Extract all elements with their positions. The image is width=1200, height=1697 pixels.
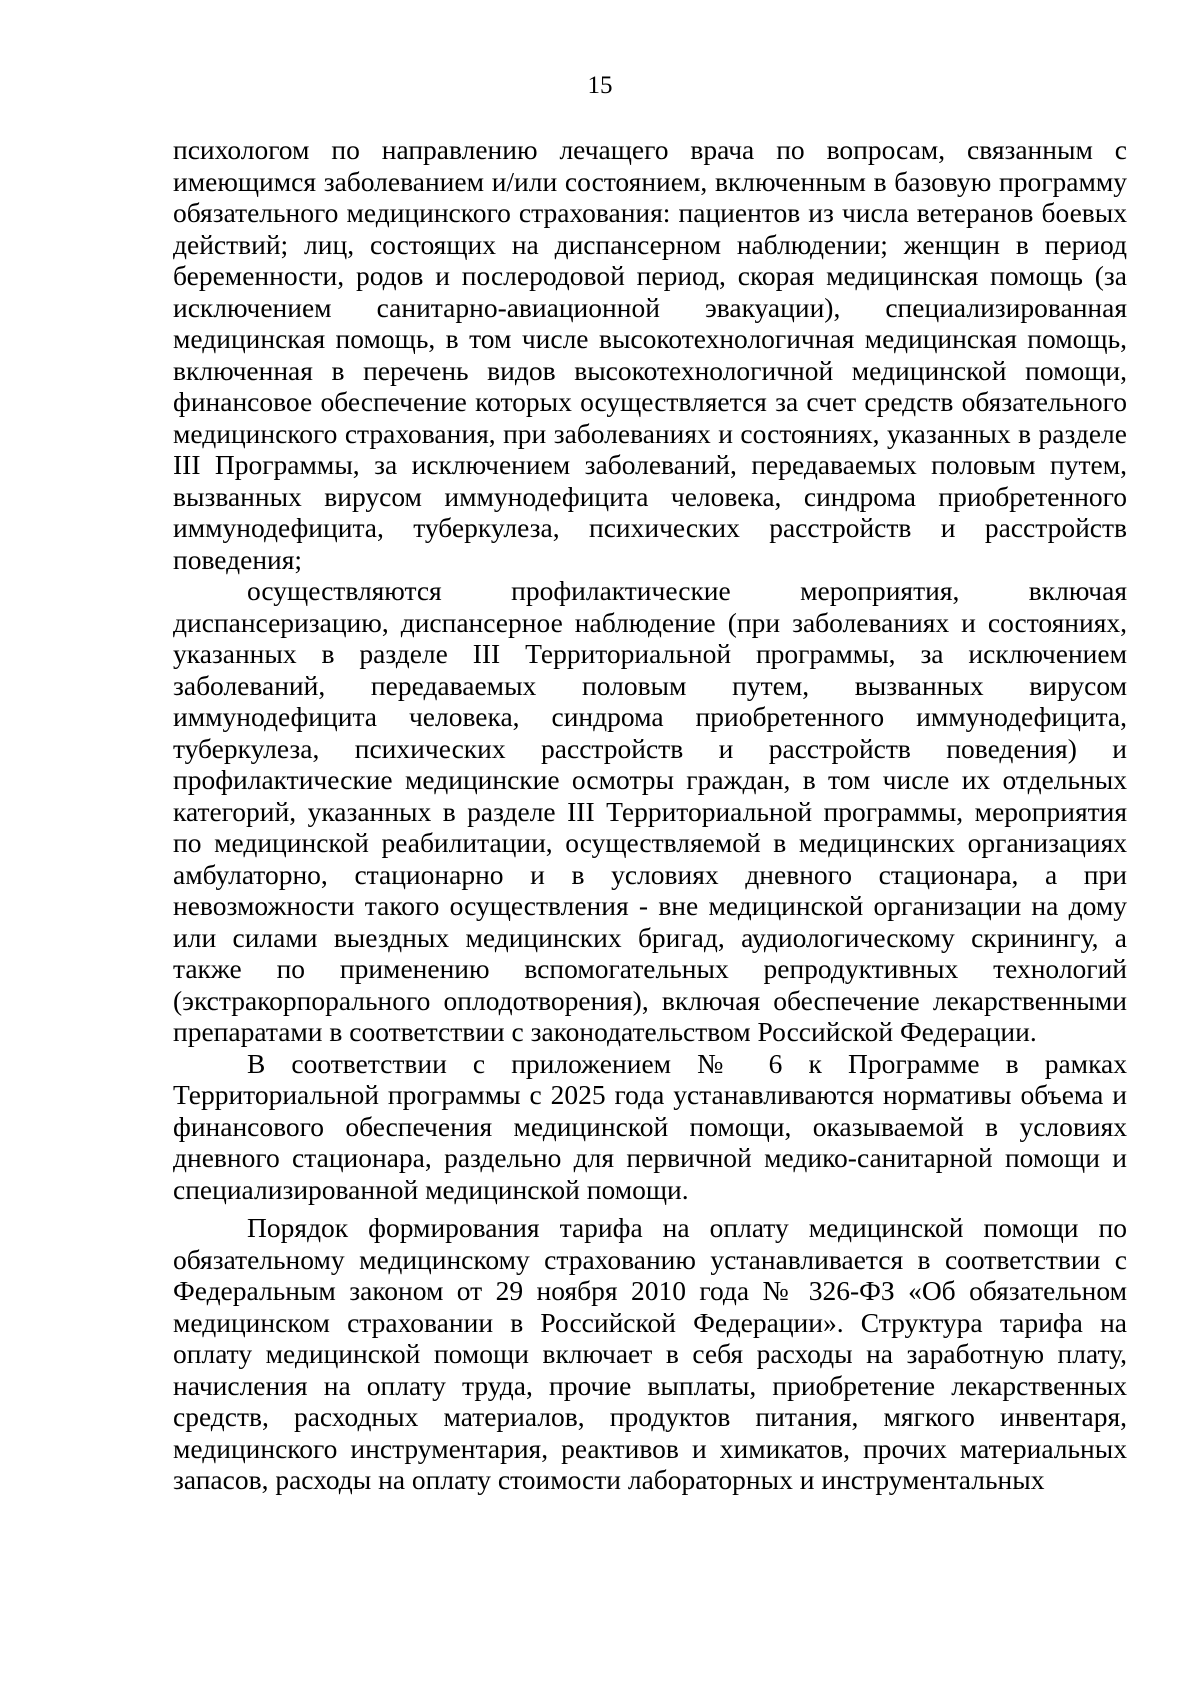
paragraph-continuation: психологом по направлению лечащего врача по вопросам, связанным с имеющимся заболеванием и/или состоянием, включенным в базовую программу обязательного медицинского страхования: пациентов из числа ветеранов боевых действий; лиц, состоящих на диспансерном наблюдении; женщин в период беременности, родов и послеродовой период, скорая медицинская помощь (за исключением санитарно-авиационной эвакуации), специализированная медицинская помощь, в том числе высокотехнологичная медицинская помощь, включенная в перечень видов высокотехнологичной медицинской помощи, финансовое обеспечение которых осуществляется за счет средств обязательного медицинского страхования, при заболеваниях и состояниях, указанных в разделе III Программы, за исключением заболеваний, передаваемых половым путем, вызванных вирусом иммунодефицита человека, синдрома приобретенного иммунодефицита, туберкулеза, психических расстройств и расстройств поведения; xyxy=(173,134,1127,575)
document-body xyxy=(173,134,1127,1496)
paragraph-preventive-measures: осуществляются профилактические мероприятия, включая диспансеризацию, диспансерное наблюдение (при заболеваниях и состояниях, указанных в разделе III Территориальной программы, за исключением заболеваний, передаваемых половым путем, вызванных вирусом иммунодефицита человека, синдрома приобретенного иммунодефицита, туберкулеза, психических расстройств и расстройств поведения) и профилактические медицинские осмотры граждан, в том числе их отдельных категорий, указанных в разделе III Территориальной программы, мероприятия по медицинской реабилитации, осуществляемой в медицинских организациях амбулаторно, стационарно и в условиях дневного стационара, а при невозможности такого осуществления - вне медицинской организации на дому или силами выездных медицинских бригад, аудиологическому скринингу, а также по применению вспомогательных репродуктивных технологий (экстракорпорального оплодотворения), включая обеспечение лекарственными препаратами в соответствии с законодательством Российской Федерации. xyxy=(173,575,1127,1047)
paragraph-tariff-procedure: Порядок формирования тарифа на оплату медицинской помощи по обязательному медицинскому страхованию устанавливается в соответствии с Федеральным законом от 29 ноября 2010 года № 326-ФЗ «Об обязательном медицинском страховании в Российской Федерации». Структура тарифа на оплату медицинской помощи включает в себя расходы на заработную плату, начисления на оплату труда, прочие выплаты, приобретение лекарственных средств, расходных материалов, продуктов питания, мягкого инвентаря, медицинского инструментария, реактивов и химикатов, прочих материальных запасов, расходы на оплату стоимости лабораторных и инструментальных xyxy=(173,1212,1127,1495)
paragraph-appendix-6-norms: В соответствии с приложением № 6 к Программе в рамках Территориальной программы с 2025 года устанавливаются нормативы объема и финансового обеспечения медицинской помощи, оказываемой в условиях дневного стационара, раздельно для первичной медико-санитарной помощи и специализированной медицинской помощи. xyxy=(173,1047,1127,1205)
page-number: 15 xyxy=(587,72,613,99)
